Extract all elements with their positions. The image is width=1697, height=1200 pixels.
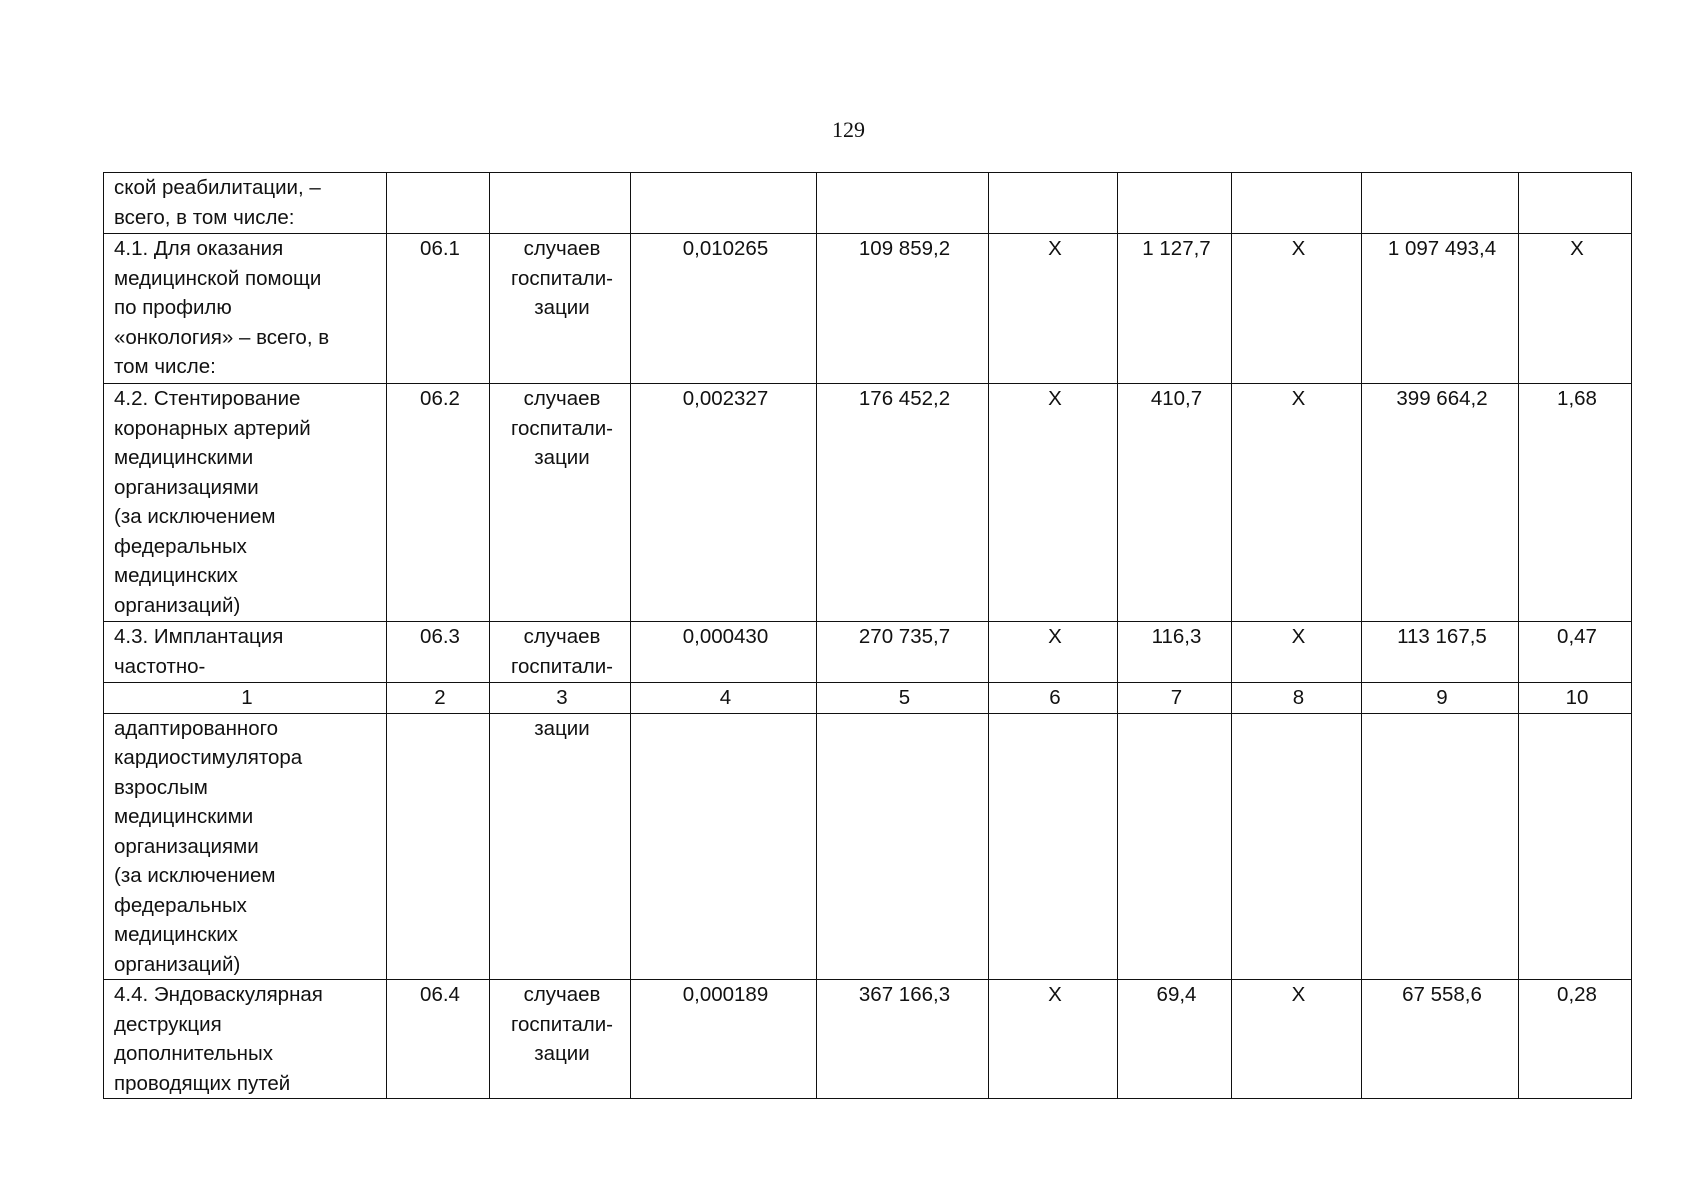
row-col6-cell (989, 173, 1118, 234)
row-col10-cell: Х (1519, 234, 1632, 384)
row-code-cell: 06.2 (387, 384, 490, 622)
row-col9-cell: 113 167,5 (1362, 622, 1519, 683)
page-number: 129 (832, 117, 865, 142)
row-col6-cell: Х (989, 384, 1118, 622)
row-col6-cell: Х (989, 234, 1118, 384)
column-number: 5 (817, 683, 989, 714)
column-number: 9 (1362, 683, 1519, 714)
column-number: 6 (989, 683, 1118, 714)
row-col9-cell: 67 558,6 (1362, 980, 1519, 1099)
row-unit-cell: случаев госпитали- (490, 622, 631, 683)
row-col5-cell (817, 173, 989, 234)
column-number: 7 (1118, 683, 1232, 714)
row-name-cell: 4.2. Стентирование коронарных артерий медицинскими организациями (за исключением федеральных медицинских организаций) (104, 384, 387, 622)
row-code-cell (387, 713, 490, 980)
row-col10-cell (1519, 173, 1632, 234)
row-code-cell (387, 173, 490, 234)
row-name-cell: ской реабилитации, – всего, в том числе: (104, 173, 387, 234)
row-col9-cell (1362, 713, 1519, 980)
row-col10-cell: 0,28 (1519, 980, 1632, 1099)
row-col4-cell (631, 713, 817, 980)
row-name-cell: 4.1. Для оказания медицинской помощи по профилю «онкология» – всего, в том числе: (104, 234, 387, 384)
row-col7-cell: 410,7 (1118, 384, 1232, 622)
row-col4-cell: 0,002327 (631, 384, 817, 622)
row-col5-cell: 176 452,2 (817, 384, 989, 622)
row-col8-cell (1232, 713, 1362, 980)
column-number: 10 (1519, 683, 1632, 714)
row-unit-cell: случаев госпитали- зации (490, 384, 631, 622)
data-table (103, 172, 1632, 1099)
row-col8-cell: Х (1232, 622, 1362, 683)
row-name-cell: адаптированного кардиостимулятора взрослым медицинскими организациями (за исключением федеральных медицинских организаций) (104, 713, 387, 980)
row-col7-cell: 116,3 (1118, 622, 1232, 683)
row-col4-cell: 0,000189 (631, 980, 817, 1099)
row-col9-cell: 1 097 493,4 (1362, 234, 1519, 384)
row-col7-cell: 69,4 (1118, 980, 1232, 1099)
row-code-cell: 06.3 (387, 622, 490, 683)
row-unit-cell: зации (490, 713, 631, 980)
row-col8-cell: Х (1232, 234, 1362, 384)
column-number: 1 (104, 683, 387, 714)
row-col6-cell (989, 713, 1118, 980)
table-row (104, 980, 1632, 1099)
row-name-cell: 4.4. Эндоваскулярная деструкция дополнительных проводящих путей (104, 980, 387, 1099)
row-col4-cell: 0,000430 (631, 622, 817, 683)
row-col4-cell (631, 173, 817, 234)
row-col7-cell: 1 127,7 (1118, 234, 1232, 384)
row-col6-cell: Х (989, 622, 1118, 683)
column-number: 4 (631, 683, 817, 714)
row-col5-cell: 367 166,3 (817, 980, 989, 1099)
row-col8-cell: Х (1232, 384, 1362, 622)
table-row (104, 173, 1632, 234)
row-col4-cell: 0,010265 (631, 234, 817, 384)
row-col7-cell (1118, 173, 1232, 234)
row-name-cell: 4.3. Имплантация частотно- (104, 622, 387, 683)
row-col10-cell: 1,68 (1519, 384, 1632, 622)
row-code-cell: 06.4 (387, 980, 490, 1099)
row-col10-cell: 0,47 (1519, 622, 1632, 683)
row-col9-cell: 399 664,2 (1362, 384, 1519, 622)
column-number: 3 (490, 683, 631, 714)
table-row (104, 234, 1632, 384)
column-number-row (104, 683, 1632, 714)
row-col8-cell: Х (1232, 980, 1362, 1099)
row-col7-cell (1118, 713, 1232, 980)
table-row (104, 622, 1632, 683)
row-unit-cell (490, 173, 631, 234)
row-unit-cell: случаев госпитали- зации (490, 234, 631, 384)
row-col10-cell (1519, 713, 1632, 980)
row-col9-cell (1362, 173, 1519, 234)
table-row (104, 713, 1632, 980)
column-number: 2 (387, 683, 490, 714)
row-unit-cell: случаев госпитали- зации (490, 980, 631, 1099)
row-code-cell: 06.1 (387, 234, 490, 384)
row-col8-cell (1232, 173, 1362, 234)
row-col6-cell: Х (989, 980, 1118, 1099)
row-col5-cell (817, 713, 989, 980)
column-number: 8 (1232, 683, 1362, 714)
table-row (104, 384, 1632, 622)
row-col5-cell: 270 735,7 (817, 622, 989, 683)
row-col5-cell: 109 859,2 (817, 234, 989, 384)
